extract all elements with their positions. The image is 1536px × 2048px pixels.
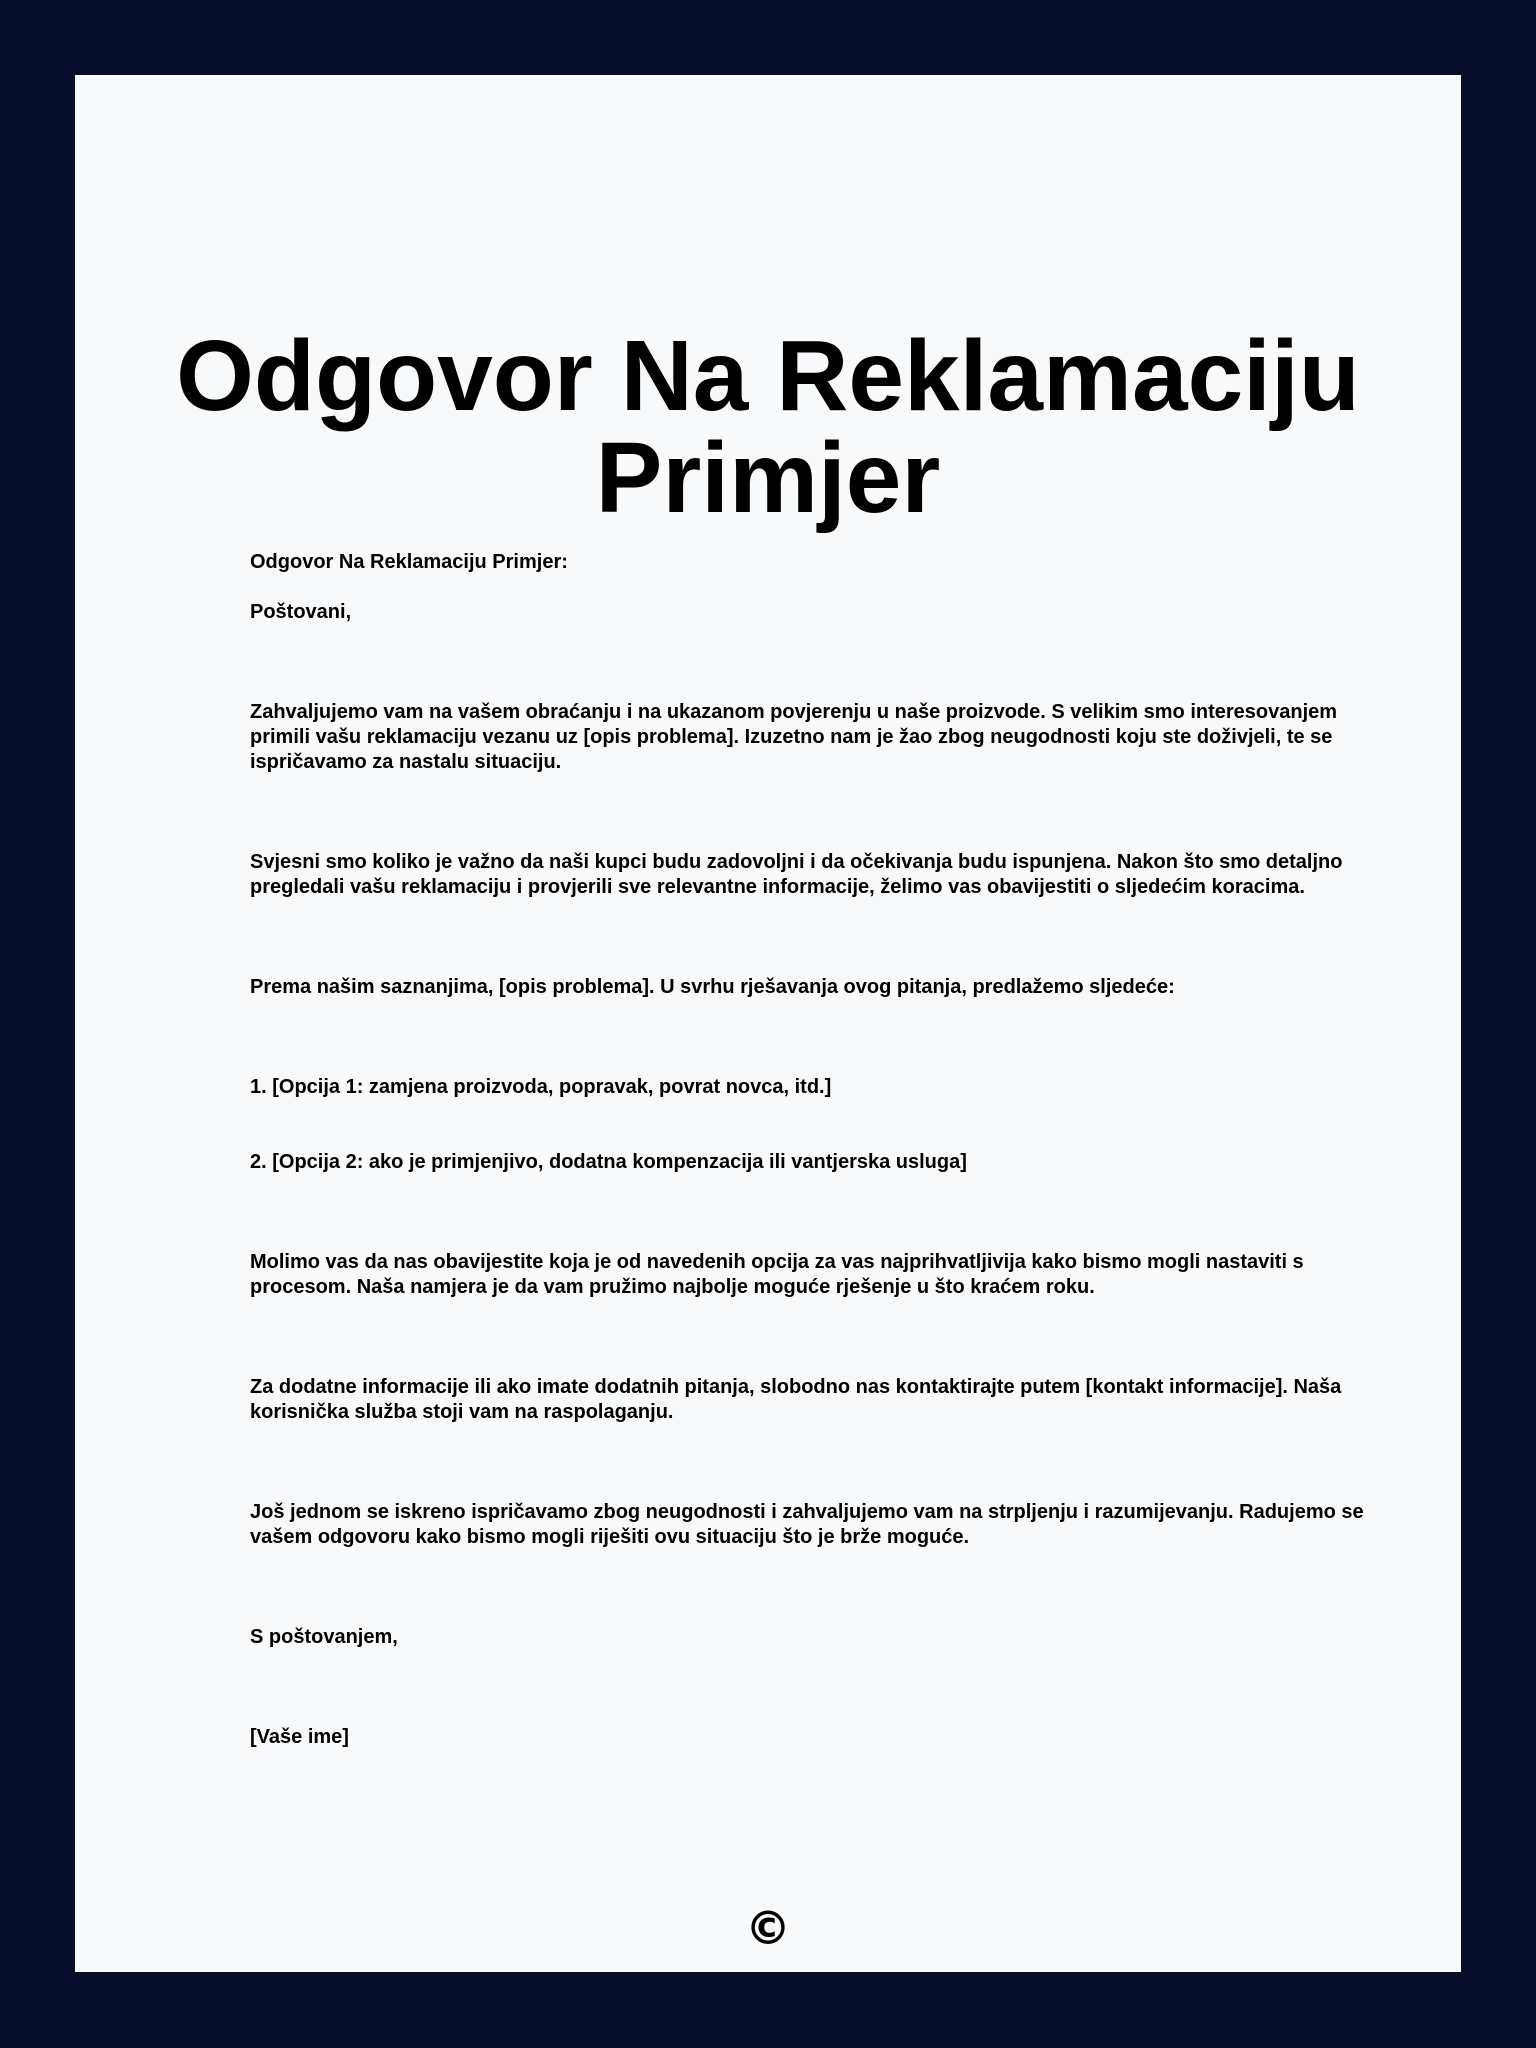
option-item: 1. [Opcija 1: zamjena proizvoda, popravak, povrat novca, itd.] xyxy=(250,1076,832,1098)
letter-greeting: Poštovani, xyxy=(250,601,352,623)
option-item: 2. [Opcija 2: ako je primjenjivo, dodatna kompenzacija ili vantjerska usluga] xyxy=(250,1151,967,1173)
letter-signature: [Vaše ime] xyxy=(250,1726,349,1748)
copyright-symbol: © xyxy=(745,1901,791,1955)
letter-paragraph: Zahvaljujemo vam na vašem obraćanju i na ukazanom povjerenju u naše proizvode. S velikim smo interesovanjem primili vašu reklamaciju vezanu uz [opis problema]. Izuzetno nam je žao zbog neugodnosti koju ste doživjeli, te se ispričavamo za nastalu situaciju. xyxy=(250,701,1338,773)
letter-body xyxy=(250,550,1365,1750)
letter-signoff: S poštovanjem, xyxy=(250,1626,398,1648)
letter-paragraph: Svjesni smo koliko je važno da naši kupci budu zadovoljni i da očekivanja budu ispunjena. Nakon što smo detaljno pregledali vašu reklamaciju i provjerili sve relevantne informacije, želimo vas obavijestiti o sljedećim koracima. xyxy=(250,851,1343,898)
letter-paragraph: Prema našim saznanjima, [opis problema]. U svrhu rješavanja ovog pitanja, predlažemo sljedeće: xyxy=(250,976,1175,998)
document-title: Odgovor Na Reklamaciju Primjer xyxy=(176,320,1360,534)
letter-paragraph: Molimo vas da nas obavijestite koja je od navedenih opcija za vas najprihvatljivija kako bismo mogli nastaviti s procesom. Naša namjera je da vam pružimo najbolje moguće rješenje u što kraćem roku. xyxy=(250,1251,1304,1298)
letter-paragraph: Za dodatne informacije ili ako imate dodatnih pitanja, slobodno nas kontaktirajte putem [kontakt informacije]. Naša korisnička služba stoji vam na raspolaganju. xyxy=(250,1376,1342,1423)
document-page xyxy=(75,75,1461,1972)
letter-paragraph: Još jednom se iskreno ispričavamo zbog neugodnosti i zahvaljujemo vam na strpljenju i razumijevanju. Radujemo se vašem odgovoru kako bismo mogli riješiti ovu situaciju što je brže moguće. xyxy=(250,1501,1364,1548)
letter-heading-line: Odgovor Na Reklamaciju Primjer: xyxy=(250,551,568,573)
